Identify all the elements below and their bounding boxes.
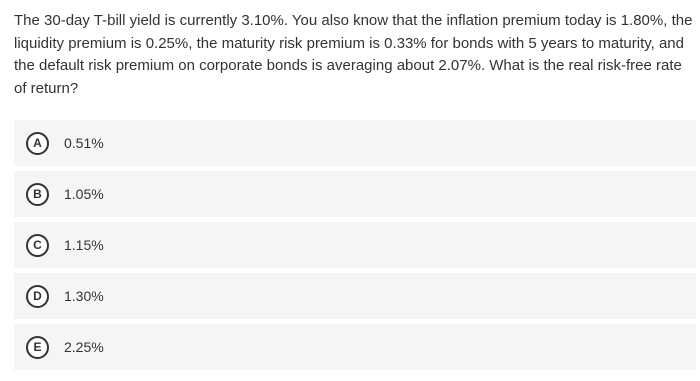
question-text: The 30-day T-bill yield is currently 3.10%. You also know that the inflation premium today is 1.80%, the liquidity premium is 0.25%, the maturity risk premium is 0.33% for bonds with 5 years to maturity, and the default risk premium on corporate bonds is averaging about 2.07%. What is the real risk-free rate of return? xyxy=(14,12,693,97)
option-c[interactable] xyxy=(14,222,696,268)
option-label: 1.15% xyxy=(64,237,104,253)
option-label: 1.30% xyxy=(64,288,104,304)
option-letter-badge: B xyxy=(26,183,49,206)
option-label: 2.25% xyxy=(64,339,104,355)
option-letter-badge: A xyxy=(26,132,49,155)
option-e[interactable] xyxy=(14,324,696,370)
option-b[interactable] xyxy=(14,171,696,217)
option-d[interactable] xyxy=(14,273,696,319)
option-label: 1.05% xyxy=(64,186,104,202)
option-a[interactable] xyxy=(14,120,696,166)
answer-options xyxy=(14,120,696,375)
option-letter-badge: E xyxy=(26,336,49,359)
option-letter-badge: C xyxy=(26,234,49,257)
option-label: 0.51% xyxy=(64,135,104,151)
option-letter-badge: D xyxy=(26,285,49,308)
